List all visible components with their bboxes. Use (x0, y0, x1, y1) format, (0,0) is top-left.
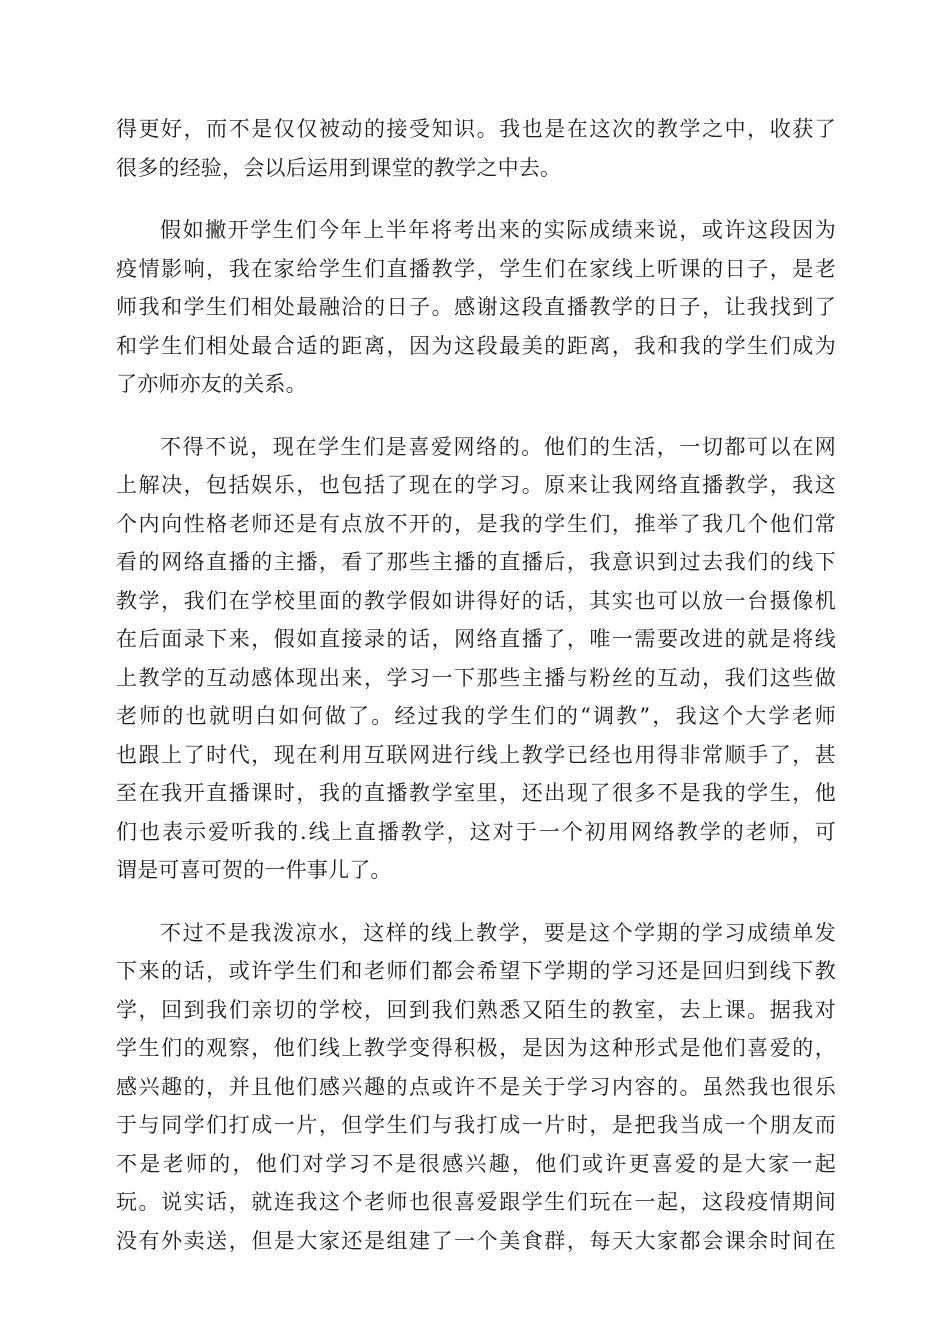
text-line: 学，回到我们亲切的学校，回到我们熟悉又陌生的教室，去上课。据我对 (116, 997, 836, 1022)
text-line: 上教学的互动感体现出来，学习一下那些主播与粉丝的互动，我们这些做 (116, 665, 836, 690)
text-line: 在后面录下来，假如直接录的话，网络直播了，唯一需要改进的就是将线 (116, 627, 836, 651)
text-line: 不是老师的，他们对学习不是很感兴趣，他们或许更喜爱的是大家一起 (116, 1151, 836, 1176)
text-line: 得更好，而不是仅仅被动的接受知识。我也是在这次的教学之中，收获了 (116, 117, 836, 141)
text-line: 于与同学们打成一片，但学生们与我打成一片时，是把我当成一个朋友而 (116, 1113, 836, 1137)
text-line: 谓是可喜可贺的一件事儿了。 (116, 858, 392, 882)
text-line: 不过不是我泼凉水，这样的线上教学，要是这个学期的学习成绩单发 (160, 920, 836, 945)
text-line: 至在我开直播课时，我的直播教学室里，还出现了很多不是我的学生，他 (116, 781, 836, 805)
text-line: 很多的经验，会以后运用到课堂的教学之中去。 (116, 155, 562, 180)
paragraph-1 (116, 110, 836, 187)
text-line: 和学生们相处最合适的距离，因为这段最美的距离，我和我的学生们成为 (116, 333, 836, 358)
text-line: 教学，我们在学校里面的教学假如讲得好的话，其实也可以放一台摄像机 (116, 588, 836, 613)
text-line: 玩。说实话，就连我这个老师也很喜爱跟学生们玩在一起，这段疫情期间 (116, 1190, 836, 1214)
document-page (116, 110, 836, 1284)
text-line: 师我和学生们相处最融洽的日子。感谢这段直播教学的日子，让我找到了 (116, 295, 836, 319)
text-line: 假如撇开学生们今年上半年将考出来的实际成绩来说，或许这段因为 (160, 218, 836, 242)
text-line: 个内向性格老师还是有点放不开的，是我的学生们，推举了我几个他们常 (116, 511, 836, 536)
text-line: 看的网络直播的主播，看了那些主播的直播后，我意识到过去我们的线下 (116, 550, 836, 574)
text-line: 们也表示爱听我的.线上直播教学，这对于一个初用网络教学的老师，可 (116, 819, 836, 844)
text-line: 上解决，包括娱乐，也包括了现在的学习。原来让我网络直播教学，我这 (116, 473, 836, 497)
text-line: 老师的也就明白如何做了。经过我的学生们的“调教”，我这个大学老师 (116, 704, 836, 728)
paragraph-4 (116, 914, 836, 1261)
text-line: 下来的话，或许学生们和老师们都会希望下学期的学习还是回归到线下教 (116, 959, 836, 983)
paragraph-3 (116, 428, 836, 890)
text-line: 疫情影响，我在家给学生们直播教学，学生们在家线上听课的日子，是老 (116, 256, 836, 281)
text-line: 没有外卖送，但是大家还是组建了一个美食群，每天大家都会课余时间在 (116, 1228, 836, 1253)
text-line: 学生们的观察，他们线上教学变得积极，是因为这种形式是他们喜爱的， (116, 1036, 836, 1060)
text-line: 也跟上了时代，现在利用互联网进行线上教学已经也用得非常顺手了，甚 (116, 742, 836, 767)
paragraph-2 (116, 211, 836, 404)
text-line: 了亦师亦友的关系。 (116, 372, 307, 396)
text-line: 不得不说，现在学生们是喜爱网络的。他们的生活，一切都可以在网 (160, 434, 836, 459)
text-line: 感兴趣的，并且他们感兴趣的点或许不是关于学习内容的。虽然我也很乐 (116, 1074, 836, 1099)
